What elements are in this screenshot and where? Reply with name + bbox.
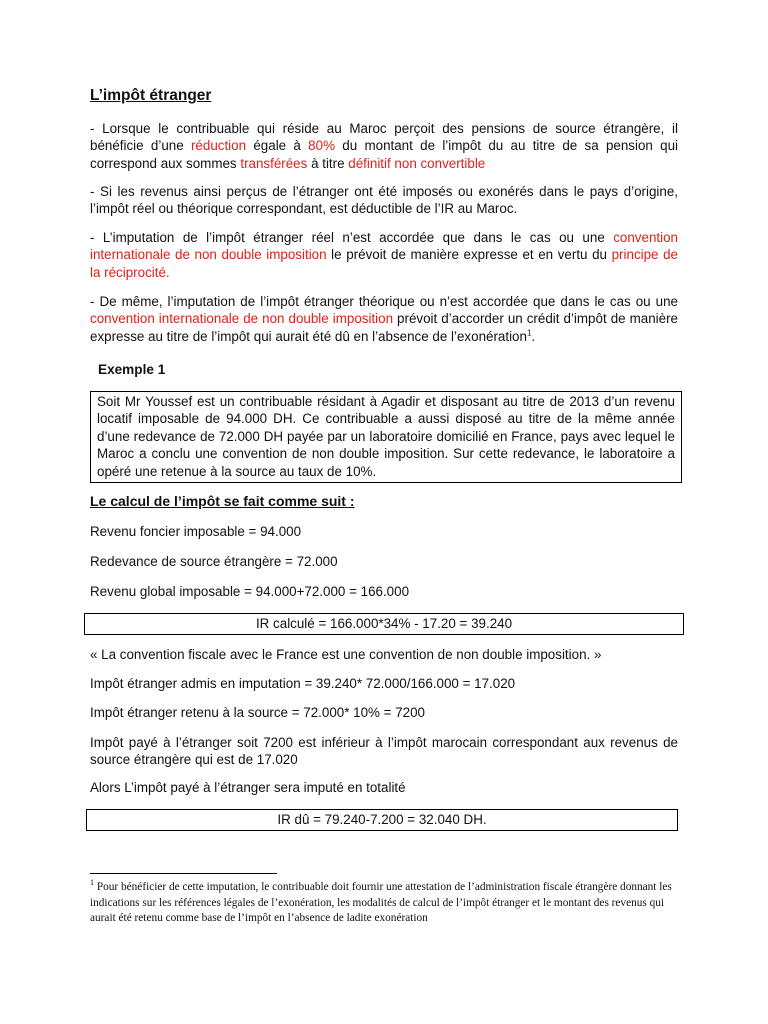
paragraph-pensions: - Lorsque le contribuable qui réside au Maroc perçoit des pensions de source étrangère, il bénéficie d’une réduction égale à 80% du montant de l’impôt du au titre de sa pension qui correspond aux sommes transférées à titre définitif non convertible	[90, 121, 679, 171]
highlight-definitif: définitif non convertible	[348, 155, 486, 171]
highlight-convention: convention internationale de non double imposition	[90, 230, 678, 263]
footnote-separator	[90, 873, 277, 874]
highlight-reduction: réduction	[190, 138, 247, 154]
footnote-reference: 1	[526, 328, 532, 338]
convention-quote: « La convention fiscale avec le France est une convention de non double imposition. »	[90, 647, 602, 662]
calc-line-conclusion: Alors L’impôt payé à l’étranger sera imputé en totalité	[90, 780, 406, 795]
highlight-transferees: transférées	[240, 155, 308, 171]
calc-line-impot-admis: Impôt étranger admis en imputation = 39.240* 72.000/166.000 = 17.020	[90, 676, 516, 691]
highlight-percentage: 80%	[308, 138, 335, 154]
calc-line-impot-retenu: Impôt étranger retenu à la source = 72.000* 10% = 7200	[90, 705, 425, 720]
ir-calcule-text: IR calculé = 166.000*34% - 17.20 = 39.240	[255, 616, 513, 631]
ir-du-text: IR dû = 79.240-7.200 = 32.040 DH.	[277, 812, 487, 827]
page-title: L’impôt étranger	[90, 87, 212, 104]
calc-line-redevance: Redevance de source étrangère = 72.000	[90, 554, 338, 569]
ir-calcule-box	[84, 613, 684, 635]
example-heading: Exemple 1	[98, 362, 166, 377]
footnote-text: Pour bénéficier de cette imputation, le contribuable doit fournir une attestation de l’administration fiscale étrangère donnant les indications sur les références légales de l’exonération, les modalités de calcul de l’impôt étranger et le montant des revenus qui aurait été retenu comme base de l’impôt en l’absence de ladite exonération	[90, 881, 672, 925]
highlight-reciprocite: principe de la réciprocité.	[90, 247, 679, 280]
example-box	[90, 391, 682, 483]
calc-line-revenu-global: Revenu global imposable = 94.000+72.000 = 166.000	[90, 584, 410, 599]
paragraph-imputation-theorique: - De même, l’imputation de l’impôt étranger théorique ou n’est accordée que dans le cas ou une convention internationale de non double imposition prévoit d’accorder un crédit d’impôt de manière expresse au titre de l’impôt qui aurait été dû en l’absence de l’exonération$^1$.	[90, 294, 678, 344]
highlight-convention-2: convention internationale de non double imposition	[90, 311, 394, 327]
paragraph-revenus: - Si les revenus ainsi perçus de l’étranger ont été imposés ou exonérés dans le pays d’origine, l’impôt réel ou théorique correspondant, est déductible de l’IR au Maroc.	[90, 184, 678, 217]
paragraph-imputation-reel: - L’imputation de l’impôt étranger réel n’est accordée que dans le cas ou une convention internationale de non double imposition le prévoit de manière expresse et en vertu du principe de la réciprocité.	[90, 230, 679, 280]
calculation-heading: Le calcul de l’impôt se fait comme suit :	[90, 493, 355, 509]
example-text: Soit Mr Youssef est un contribuable résidant à Agadir et disposant au titre de 2013 d’un revenu locatif imposable de 94.000 DH. Ce contribuable a aussi disposé au titre de la même année d’une redevance de 72.000 DH payée par un laboratoire domicilié en France, pays avec lequel le Maroc a conclu une convention de non double imposition. Sur cette redevance, le laboratoire a opéré une retenue à la source au taux de 10%.	[97, 394, 675, 479]
ir-du-box	[86, 809, 678, 831]
calc-paragraph-impot-paye: Impôt payé à l’étranger soit 7200 est inférieur à l’impôt marocain correspondant aux revenus de source étrangère qui est de 17.020	[90, 735, 678, 768]
footnote-marker: 1	[90, 878, 94, 888]
calc-line-revenu-foncier: Revenu foncier imposable = 94.000	[90, 524, 302, 539]
footnote	[90, 880, 678, 927]
